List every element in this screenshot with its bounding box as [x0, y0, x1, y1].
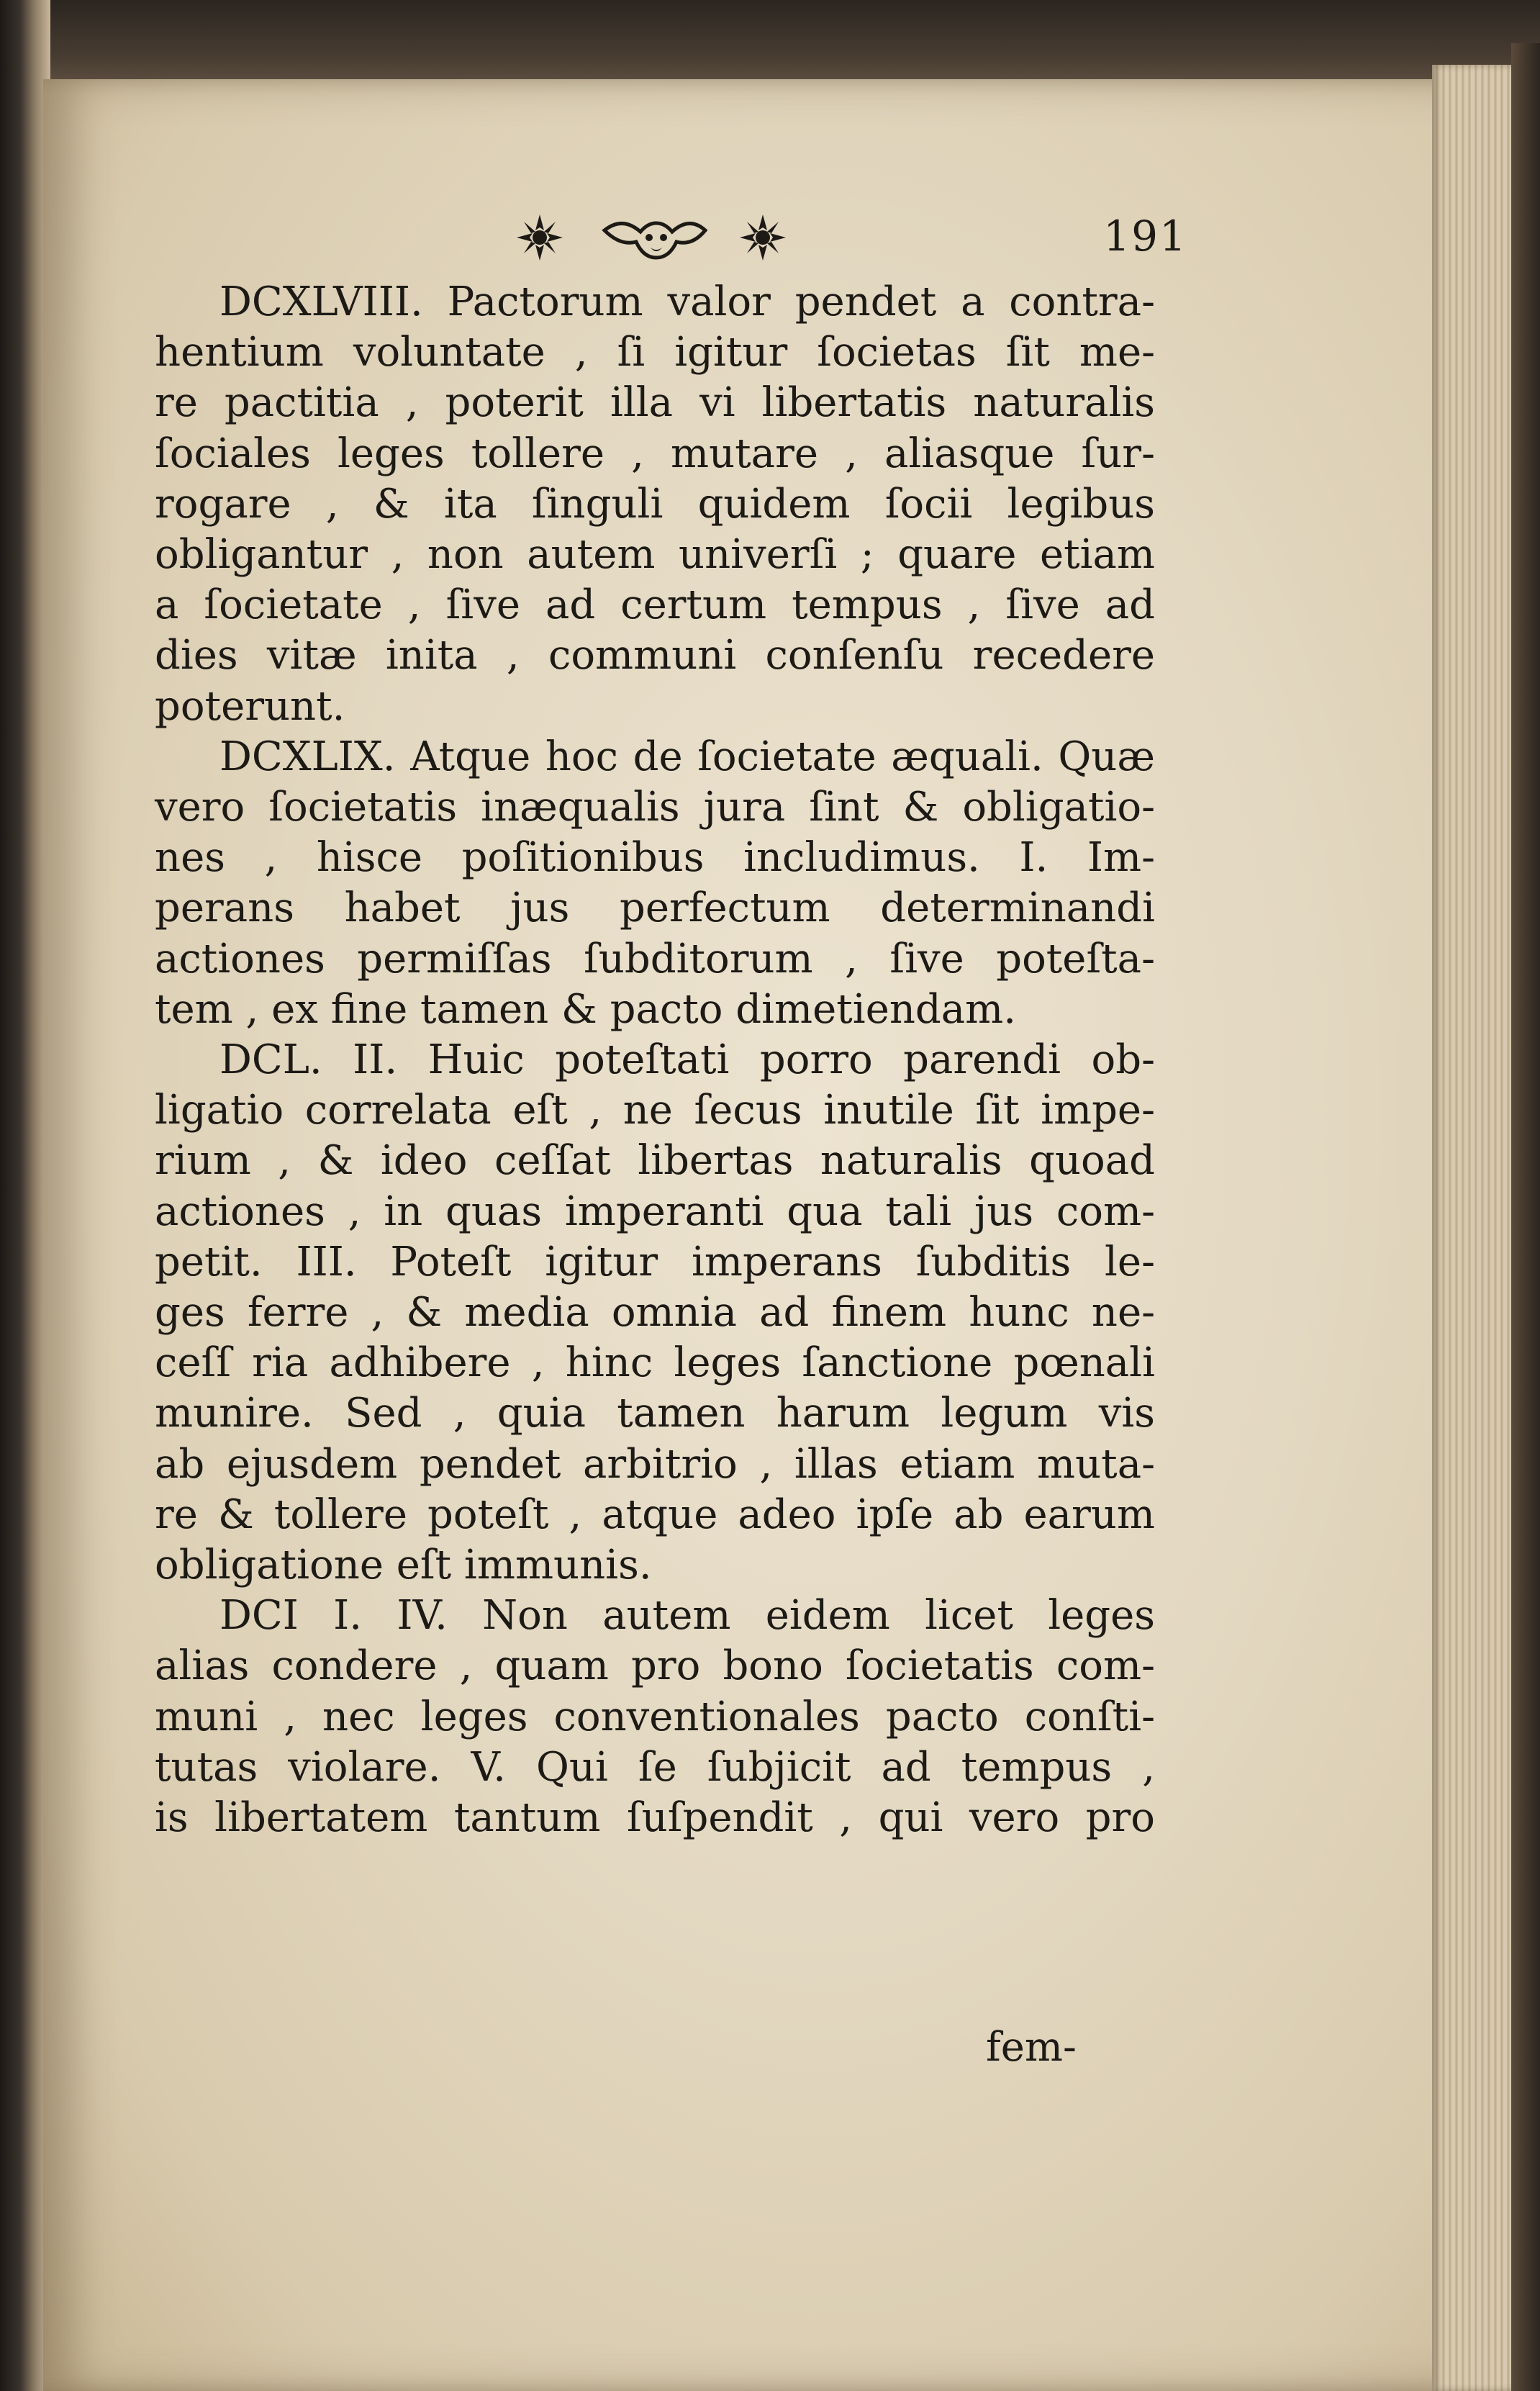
text-line: actiones permiſſas ſubditorum , ſive poteſta- [155, 935, 1155, 982]
text-line: obligantur , non autem univerſi ; quare etiam [155, 531, 1155, 578]
text-line: muni , nec leges conventionales pacto conſti- [155, 1693, 1155, 1740]
running-head [497, 202, 1187, 281]
text-line: ſociales leges tollere , mutare , aliasque ſur- [155, 430, 1155, 477]
text-line: obligatione eſt immunis. [155, 1542, 652, 1588]
text-line: DCXLVIII. Pactorum valor pendet a contra- [219, 279, 1155, 325]
catchword: fem- [986, 2024, 1077, 2071]
text-line: alias condere , quam pro bono ſocietatis com- [155, 1642, 1155, 1690]
text-line: is libertatem tantum ſuſpendit , qui vero pro [155, 1794, 1155, 1841]
text-line: actiones , in quas imperanti qua tali jus com- [155, 1188, 1155, 1235]
text-line: dies vitæ inita , communi conſenſu recedere [155, 632, 1155, 679]
text-line: munire. Sed , quia tamen harum legum vis [155, 1390, 1155, 1437]
text-line: tem , ex fine tamen & pacto dimetiendam. [155, 985, 1017, 1033]
page-number: 191 [1103, 212, 1187, 261]
text-line: rogare , & ita ſinguli quidem ſocii legibus [155, 480, 1155, 528]
text-line: DCI I. IV. Non autem eidem licet leges [219, 1592, 1155, 1640]
text-line: re & tollere poteſt , atque adeo ipſe ab earum [155, 1491, 1155, 1538]
text-line: poterunt. [155, 682, 345, 730]
text-line: ligatio correlata eſt , ne ſecus inutile ſit impe- [155, 1087, 1155, 1134]
text-line: perans habet jus perfectum determinandi [155, 885, 1155, 932]
text-line: DCL. II. Huic poteſtati porro parendi ob- [219, 1036, 1155, 1083]
text-line: hentium voluntate , ſi igitur ſocietas ſit me- [155, 329, 1155, 376]
book-cover-edge [1511, 43, 1540, 2391]
text-line: petit. III. Poteſt igitur imperans ſubditis le- [155, 1238, 1155, 1285]
text-line: a ſocietate , ſive ad certum tempus , ſive ad [155, 582, 1155, 629]
text-line: DCXLIX. Atque hoc de ſocietate æquali. Quæ [219, 733, 1155, 780]
text-line: ges ferre , & media omnia ad finem hunc ne- [155, 1289, 1155, 1336]
fleuron-cherub-ornament-icon [497, 202, 799, 274]
text-line: vero ſocietatis inæqualis jura ſint & obligatio- [155, 784, 1155, 831]
text-line: ceſſ ria adhibere , hinc leges ſanctione pœnali [155, 1339, 1155, 1387]
text-line: re pactitia , poterit illa vi libertatis naturalis [155, 379, 1155, 427]
text-line: ab ejusdem pendet arbitrio , illas etiam muta- [155, 1440, 1155, 1488]
text-line: nes , hisce poſitionibus includimus. I. Im- [155, 834, 1155, 882]
page-fore-edge [1432, 65, 1518, 2391]
text-line: tutas violare. V. Qui ſe ſubjicit ad tempus , [155, 1743, 1155, 1791]
text-line: rium , & ideo ceſſat libertas naturalis quoad [155, 1137, 1155, 1185]
